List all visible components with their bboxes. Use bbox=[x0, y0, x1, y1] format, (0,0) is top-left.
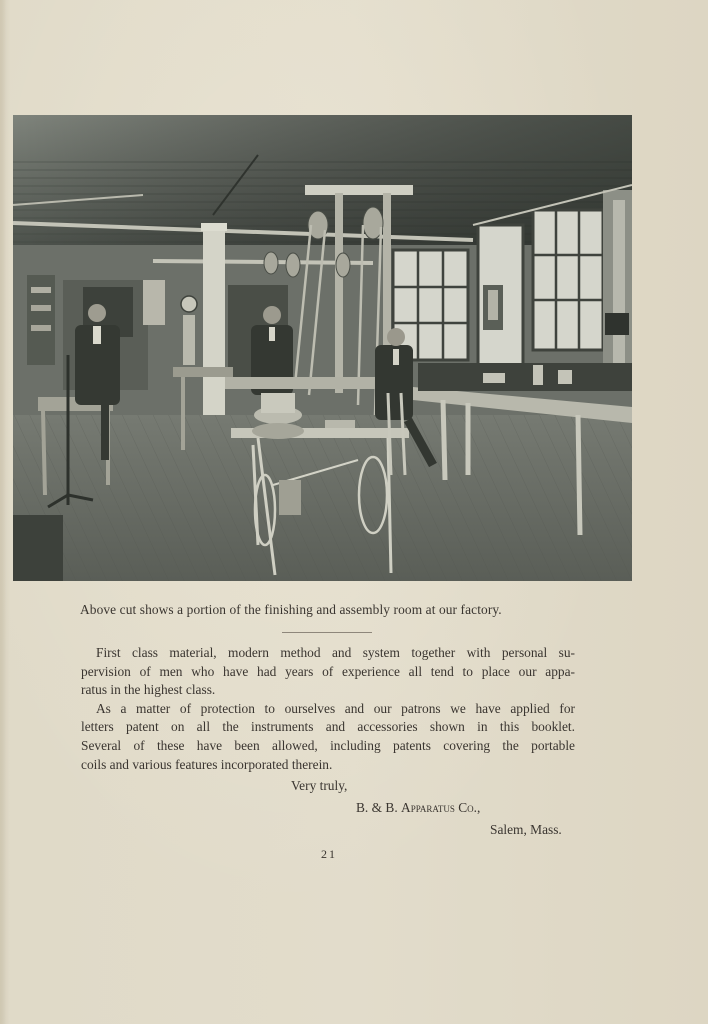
company-signature bbox=[356, 800, 480, 816]
paragraph-line: First class material, modern method and system together with personal su- bbox=[96, 645, 575, 660]
page-number: 21 bbox=[321, 847, 337, 861]
closing-salutation: Very truly, bbox=[291, 778, 348, 793]
company-prefix: B. & B. bbox=[356, 800, 402, 815]
paragraph-line: Several of these have been allowed, including patents covering the portable bbox=[81, 737, 575, 753]
factory-photo bbox=[13, 115, 632, 581]
paragraph-patents bbox=[81, 700, 575, 774]
page-edge-shadow bbox=[0, 0, 6, 1024]
paragraph-line: pervision of men who have had years of experience all tend to place our appa- bbox=[81, 663, 575, 679]
paragraph-line: coils and various features incorporated therein. bbox=[81, 756, 333, 772]
company-name: Apparatus Co., bbox=[401, 800, 481, 815]
company-location: Salem, Mass. bbox=[490, 822, 562, 837]
photo-caption: Above cut shows a portion of the finishing and assembly room at our factory. bbox=[80, 602, 502, 617]
paragraph-line: As a matter of protection to ourselves and our patrons we have applied for bbox=[96, 700, 575, 716]
body-text bbox=[81, 644, 575, 774]
paragraph-line: ratus in the highest class. bbox=[81, 682, 216, 698]
caption-divider-rule bbox=[282, 632, 372, 633]
paragraph-quality bbox=[81, 644, 575, 700]
paragraph-line: letters patent on all the instruments and accessories shown in this booklet. bbox=[81, 719, 575, 735]
